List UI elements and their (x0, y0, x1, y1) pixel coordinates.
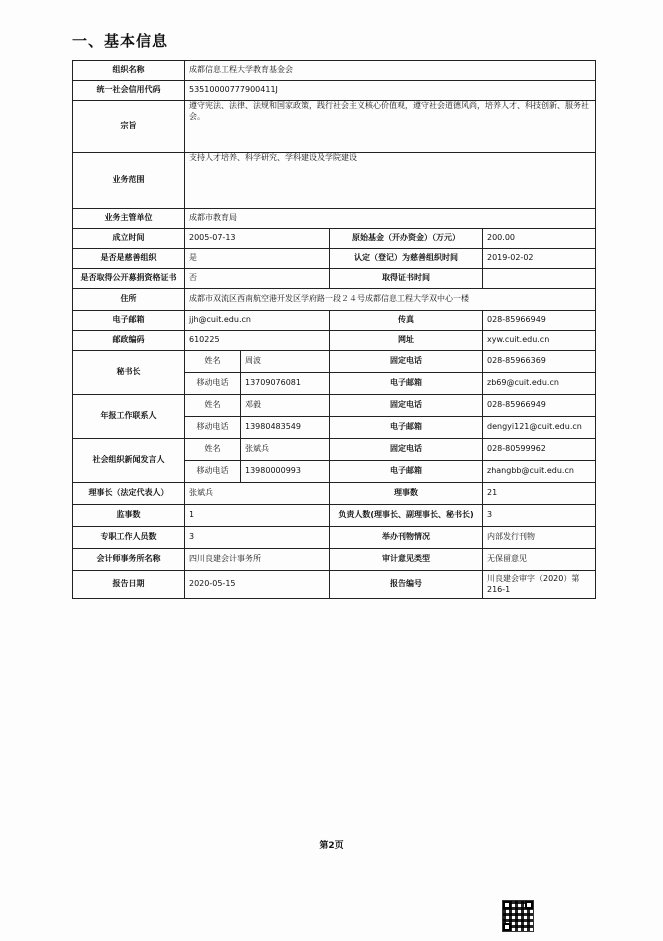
annual-contact-mobile-label: 移动电话 (185, 417, 241, 439)
secretary-general-phone-label: 固定电话 (330, 351, 483, 373)
business-scope-label: 业务范围 (73, 153, 185, 209)
address-value: 成都市双流区西南航空港开发区学府路一段２４号成都信息工程大学双中心一楼 (185, 289, 596, 311)
directors-count-value: 21 (483, 483, 596, 505)
business-scope-value: 支持人才培养、科学研究、学科建设及学院建设 (185, 153, 596, 209)
report-date-value: 2020-05-15 (185, 571, 330, 599)
secretary-general-mobile-label: 移动电话 (185, 373, 241, 395)
postcode-label: 邮政编码 (73, 331, 185, 351)
publication-label: 举办刊物情况 (330, 527, 483, 549)
chairman-label: 理事长（法定代表人） (73, 483, 185, 505)
secretary-general-label: 秘书长 (73, 351, 185, 395)
website-value: xyw.cuit.edu.cn (483, 331, 596, 351)
certificate-date-label: 取得证书时间 (330, 269, 483, 289)
annual-contact-label: 年报工作联系人 (73, 395, 185, 439)
row-email (73, 311, 596, 331)
secretary-general-name-label: 姓名 (185, 351, 241, 373)
supervisor-value: 成都市教育局 (185, 209, 596, 229)
annual-contact-phone: 028-85966949 (483, 395, 596, 417)
leaders-count-label: 负责人数(理事长、副理事长、秘书长) (330, 505, 483, 527)
spokesperson-phone: 028-80599962 (483, 439, 596, 461)
row-business-scope (73, 153, 596, 209)
accounting-firm-value: 四川良建会计事务所 (185, 549, 330, 571)
leaders-count-value: 3 (483, 505, 596, 527)
credit-code-value: 53510000777900411J (185, 81, 596, 101)
spokesperson-email-label: 电子邮箱 (330, 461, 483, 483)
report-number-value: 川良建会审字（2020）第216-1 (483, 571, 596, 599)
row-chairman (73, 483, 596, 505)
initial-fund-label: 原始基金（开办资金）（万元） (330, 229, 483, 249)
section-title: 一、基本信息 (72, 32, 169, 50)
row-accounting (73, 549, 596, 571)
secretary-general-mobile: 13709076081 (241, 373, 330, 395)
row-address (73, 289, 596, 311)
secretary-general-email: zb69@cuit.edu.cn (483, 373, 596, 395)
row-report (73, 571, 596, 599)
annual-contact-mobile: 13980483549 (241, 417, 330, 439)
charity-label: 是否是慈善组织 (73, 249, 185, 269)
audit-opinion-value: 无保留意见 (483, 549, 596, 571)
row-credit-code (73, 81, 596, 101)
supervisors-value: 1 (185, 505, 330, 527)
row-annual-contact-name (73, 395, 596, 417)
row-purpose (73, 101, 596, 153)
charity-date-label: 认定（登记）为慈善组织时间 (330, 249, 483, 269)
purpose-value: 遵守宪法、法律、法规和国家政策，践行社会主义核心价值观，遵守社会道德风尚，培养人才、科技创新、服务社会。 (185, 101, 596, 153)
address-label: 住所 (73, 289, 185, 311)
email-label: 电子邮箱 (73, 311, 185, 331)
row-supervisors (73, 505, 596, 527)
org-name-value: 成都信息工程大学教育基金会 (185, 61, 596, 81)
publication-value: 内部发行刊物 (483, 527, 596, 549)
secretary-general-name: 周波 (241, 351, 330, 373)
spokesperson-name-label: 姓名 (185, 439, 241, 461)
public-fundraising-value: 否 (185, 269, 330, 289)
spokesperson-mobile-label: 移动电话 (185, 461, 241, 483)
email-value: jjh@cuit.edu.cn (185, 311, 330, 331)
report-date-label: 报告日期 (73, 571, 185, 599)
secretary-general-email-label: 电子邮箱 (330, 373, 483, 395)
staff-value: 3 (185, 527, 330, 549)
spokesperson-label: 社会组织新闻发言人 (73, 439, 185, 483)
chairman-value: 张斌兵 (185, 483, 330, 505)
annual-contact-email: dengyi121@cuit.edu.cn (483, 417, 596, 439)
annual-contact-phone-label: 固定电话 (330, 395, 483, 417)
credit-code-label: 统一社会信用代码 (73, 81, 185, 101)
initial-fund-value: 200.00 (483, 229, 596, 249)
directors-count-label: 理事数 (330, 483, 483, 505)
public-fundraising-label: 是否取得公开募捐资格证书 (73, 269, 185, 289)
report-number-label: 报告编号 (330, 571, 483, 599)
row-supervisor (73, 209, 596, 229)
annual-contact-email-label: 电子邮箱 (330, 417, 483, 439)
org-name-label: 组织名称 (73, 61, 185, 81)
row-org-name (73, 61, 596, 81)
row-spokesperson-name (73, 439, 596, 461)
page-number: 第2页 (319, 841, 344, 851)
qr-code-icon (502, 900, 534, 932)
established-label: 成立时间 (73, 229, 185, 249)
secretary-general-phone: 028-85966369 (483, 351, 596, 373)
postcode-value: 610225 (185, 331, 330, 351)
basic-info-table (72, 60, 596, 599)
fax-value: 028-85966949 (483, 311, 596, 331)
charity-value: 是 (185, 249, 330, 269)
accounting-firm-label: 会计师事务所名称 (73, 549, 185, 571)
spokesperson-name: 张斌兵 (241, 439, 330, 461)
row-established (73, 229, 596, 249)
spokesperson-phone-label: 固定电话 (330, 439, 483, 461)
fax-label: 传真 (330, 311, 483, 331)
row-postcode (73, 331, 596, 351)
row-secretary-general-name (73, 351, 596, 373)
website-label: 网址 (330, 331, 483, 351)
supervisors-label: 监事数 (73, 505, 185, 527)
audit-opinion-label: 审计意见类型 (330, 549, 483, 571)
supervisor-label: 业务主管单位 (73, 209, 185, 229)
charity-date-value: 2019-02-02 (483, 249, 596, 269)
established-value: 2005-07-13 (185, 229, 330, 249)
purpose-label: 宗旨 (73, 101, 185, 153)
certificate-date-value (483, 269, 596, 289)
row-public-fundraising (73, 269, 596, 289)
staff-label: 专职工作人员数 (73, 527, 185, 549)
annual-contact-name-label: 姓名 (185, 395, 241, 417)
spokesperson-email: zhangbb@cuit.edu.cn (483, 461, 596, 483)
annual-contact-name: 邓毅 (241, 395, 330, 417)
row-staff (73, 527, 596, 549)
spokesperson-mobile: 13980000993 (241, 461, 330, 483)
row-charity (73, 249, 596, 269)
